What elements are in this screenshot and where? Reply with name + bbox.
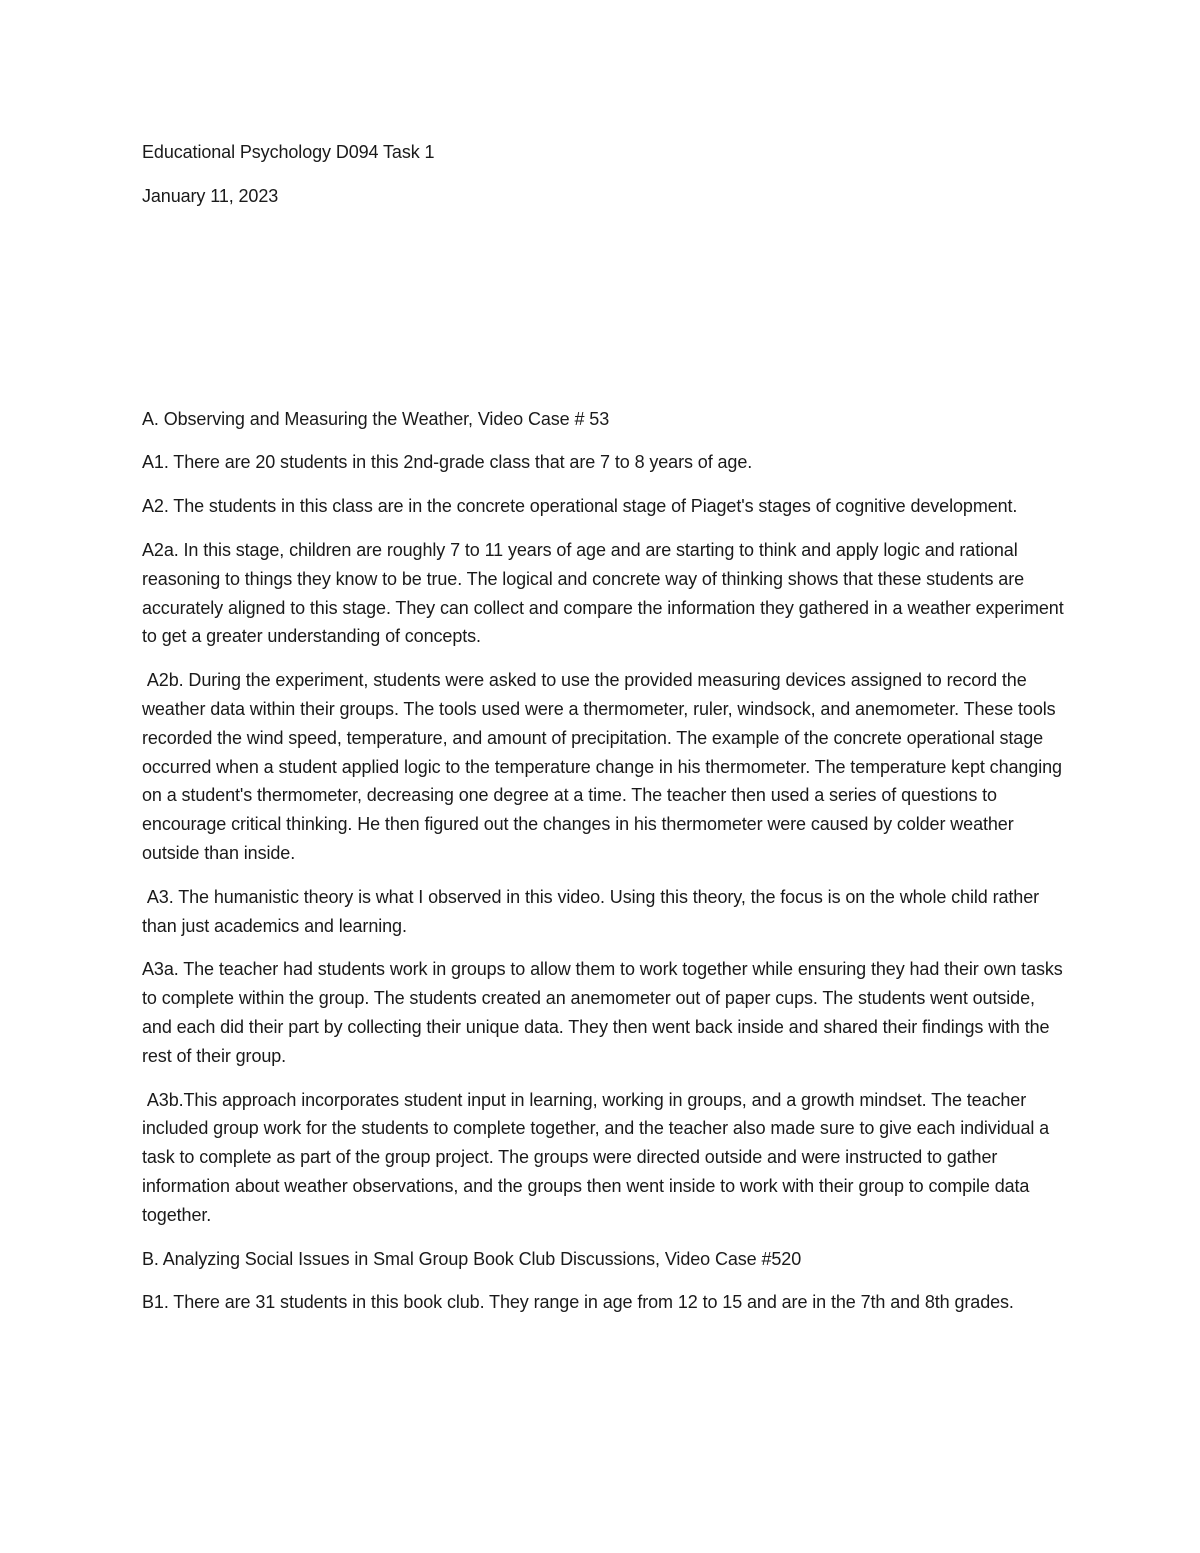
section-heading-a: A. Observing and Measuring the Weather, Video Case # 53 (142, 408, 610, 429)
paragraph-a2: A2. The students in this class are in the concrete operational stage of Piaget's stages of cognitive development. (142, 496, 1018, 517)
paragraph-a3: A3. The humanistic theory is what I observed in this video. Using this theory, the focus is on the whole child rather than just academics and learning. (142, 886, 1044, 936)
document-title: Educational Psychology D094 Task 1 (142, 142, 435, 162)
document-body (142, 138, 1067, 1317)
paragraph-a2a: A2a. In this stage, children are roughly 7 to 11 years of age and are starting to think and apply logic and rational reasoning to things they know to be true. The logical and concrete way of thinking shows that these students are accurately aligned to this stage. They can collect and compare the information they gathered in a weather experiment to get a greater understanding of concepts. (142, 539, 1064, 647)
section-heading-b: B. Analyzing Social Issues in Smal Group Book Club Discussions, Video Case #520 (142, 1248, 802, 1269)
paragraph-a1: A1. There are 20 students in this 2nd-grade class that are 7 to 8 years of age. (142, 452, 753, 473)
paragraph-a2b: A2b. During the experiment, students were asked to use the provided measuring devices assigned to record the weather data within their groups. The tools used were a thermometer, ruler, windsock, and anemometer. These tools recorded the wind speed, temperature, and amount of precipitation. The example of the concrete operational stage occurred when a student applied logic to the temperature change in his thermometer. The temperature kept changing on a student's thermometer, decreasing one degree at a time. The teacher then used a series of questions to encourage critical thinking. He then figured out the changes in his thermometer were caused by colder weather outside than inside. (142, 670, 1067, 863)
document-date: January 11, 2023 (142, 185, 279, 206)
paragraph-b1: B1. There are 31 students in this book club. They range in age from 12 to 15 and are in the 7th and 8th grades. (142, 1292, 1014, 1313)
paragraph-a3b: A3b.This approach incorporates student input in learning, working in groups, and a growth mindset. The teacher included group work for the students to complete together, and the teacher also made sure to give each individual a task to complete as part of the group project. The groups were directed outside and were instructed to gather information about weather observations, and the groups then went inside to work with their group to compile data together. (142, 1089, 1054, 1225)
paragraph-a3a: A3a. The teacher had students work in groups to allow them to work together while ensuring they had their own tasks to complete within the group. The students created an anemometer out of paper cups. The students went outside, and each did their part by collecting their unique data. They then went back inside and shared their findings with the rest of their group. (142, 959, 1063, 1066)
